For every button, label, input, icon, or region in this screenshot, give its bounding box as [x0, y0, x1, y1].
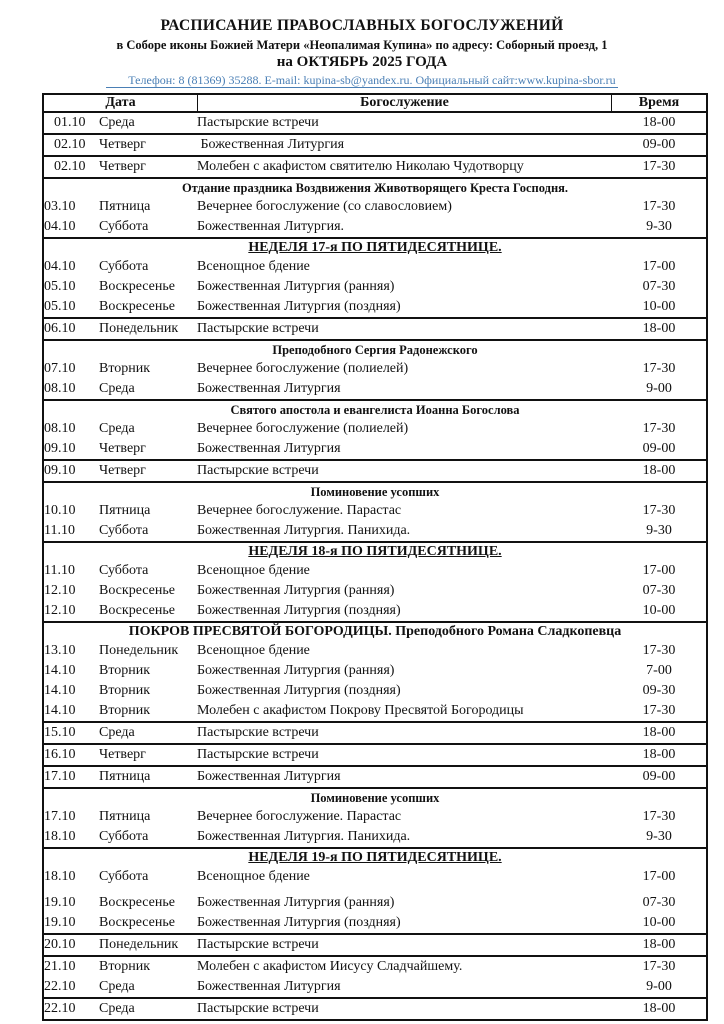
- section-title: [44, 543, 706, 561]
- section-title: [44, 239, 706, 257]
- table-row: [44, 601, 706, 621]
- service-cell: Молебен с акафистом святителю Николаю Чудотворцу: [197, 159, 524, 174]
- date-cell: 10.10: [44, 503, 76, 518]
- contact-line[interactable]: [0, 73, 724, 88]
- date-cell: 04.10: [44, 219, 76, 234]
- time-cell: 17-30: [642, 703, 676, 718]
- service-cell: Пастырские встречи: [197, 1001, 319, 1016]
- service-cell: Пастырские встречи: [197, 937, 319, 952]
- service-cell: Всенощное бдение: [197, 869, 310, 884]
- date-cell: 19.10: [44, 895, 76, 910]
- day-cell: Пятница: [99, 769, 151, 784]
- service-cell: Божественная Литургия: [197, 441, 341, 456]
- table-row: [44, 135, 706, 157]
- day-cell: Воскресенье: [99, 603, 175, 618]
- service-cell: Божественная Литургия. Панихида.: [197, 829, 411, 844]
- day-cell: Четверг: [99, 137, 146, 152]
- table-header: [44, 95, 706, 113]
- date-cell: 14.10: [44, 683, 76, 698]
- date-cell: 01.10: [54, 115, 86, 130]
- day-cell: Среда: [99, 115, 135, 130]
- page-subtitle: в Соборе иконы Божией Матери «Неопалимая Купина» по адресу: Соборный проезд, 1: [116, 38, 608, 52]
- table-row: [44, 977, 706, 999]
- table-row: [44, 807, 706, 827]
- service-cell: Пастырские встречи: [197, 747, 319, 762]
- schedule-month: на ОКТЯБРЬ 2025 ГОДА: [276, 54, 448, 70]
- time-cell: 17-00: [642, 259, 676, 274]
- day-cell: Суббота: [99, 829, 149, 844]
- day-cell: Четверг: [99, 441, 146, 456]
- service-cell: Божественная Литургия (поздняя): [197, 299, 401, 314]
- section-title: [44, 401, 706, 419]
- date-cell: 08.10: [44, 421, 76, 436]
- time-cell: 09-00: [642, 137, 676, 152]
- day-cell: Вторник: [99, 663, 151, 678]
- time-cell: 17-30: [642, 361, 676, 376]
- day-cell: Пятница: [99, 503, 151, 518]
- time-cell: 18-00: [642, 463, 676, 478]
- section-title: [44, 341, 706, 359]
- service-cell: Божественная Литургия (ранняя): [197, 895, 395, 910]
- schedule-section: [44, 543, 706, 623]
- date-cell: 22.10: [44, 979, 76, 994]
- section-title-text: НЕДЕЛЯ 18-я ПО ПЯТИДЕСЯТНИЦЕ.: [248, 544, 502, 559]
- day-cell: Пятница: [99, 199, 151, 214]
- service-cell: Вечернее богослужение (со славословием): [197, 199, 452, 214]
- time-cell: 9-00: [646, 979, 672, 994]
- time-cell: 18-00: [642, 1001, 676, 1016]
- day-cell: Понедельник: [99, 321, 179, 336]
- schedule-section: [44, 623, 706, 789]
- date-cell: 04.10: [44, 259, 76, 274]
- day-cell: Вторник: [99, 361, 151, 376]
- time-cell: 10-00: [642, 299, 676, 314]
- time-cell: 17-30: [642, 199, 676, 214]
- table-row: [44, 935, 706, 957]
- time-cell: 10-00: [642, 603, 676, 618]
- date-cell: 02.10: [54, 137, 86, 152]
- day-cell: Воскресенье: [99, 915, 175, 930]
- table-row: [44, 723, 706, 745]
- schedule-section: [44, 179, 706, 239]
- date-cell: 11.10: [44, 563, 75, 578]
- day-cell: Воскресенье: [99, 583, 175, 598]
- time-cell: 18-00: [642, 115, 676, 130]
- date-cell: 15.10: [44, 725, 76, 740]
- date-cell: 14.10: [44, 663, 76, 678]
- date-cell: 06.10: [44, 321, 76, 336]
- time-cell: 07-30: [642, 279, 676, 294]
- service-cell: Божественная Литургия (ранняя): [197, 663, 395, 678]
- section-title-text: Поминовение усопших: [310, 791, 440, 805]
- time-cell: 9-30: [646, 523, 672, 538]
- schedule-table: [42, 93, 708, 1021]
- schedule-section: [44, 789, 706, 849]
- time-cell: 09-00: [642, 769, 676, 784]
- service-cell: Божественная Литургия: [197, 381, 341, 396]
- table-row: [44, 359, 706, 379]
- date-cell: 18.10: [44, 869, 76, 884]
- table-row: [44, 419, 706, 439]
- time-cell: 09-30: [642, 683, 676, 698]
- time-cell: 07-30: [642, 583, 676, 598]
- service-cell: Божественная Литургия (поздняя): [197, 603, 401, 618]
- schedule-section: [44, 849, 706, 1019]
- section-title: [44, 849, 706, 867]
- time-cell: 17-30: [642, 809, 676, 824]
- table-row: [44, 501, 706, 521]
- time-cell: 07-30: [642, 895, 676, 910]
- service-cell: Вечернее богослужение. Парастас: [197, 809, 402, 824]
- date-cell: 08.10: [44, 381, 76, 396]
- table-row: [44, 439, 706, 461]
- date-cell: 18.10: [44, 829, 76, 844]
- schedule-section: [44, 341, 706, 401]
- day-cell: Пятница: [99, 809, 151, 824]
- day-cell: Воскресенье: [99, 895, 175, 910]
- table-row: [44, 957, 706, 977]
- time-cell: 18-00: [642, 937, 676, 952]
- date-cell: 07.10: [44, 361, 76, 376]
- section-title: [44, 483, 706, 501]
- time-cell: 17-30: [642, 643, 676, 658]
- table-row: [44, 867, 706, 893]
- day-cell: Суббота: [99, 219, 149, 234]
- service-cell: Вечернее богослужение (полиелей): [197, 421, 409, 436]
- date-cell: 12.10: [44, 583, 76, 598]
- day-cell: Воскресенье: [99, 299, 175, 314]
- time-cell: 9-00: [646, 381, 672, 396]
- date-cell: 22.10: [44, 1001, 76, 1016]
- date-cell: 17.10: [44, 809, 76, 824]
- day-cell: Вторник: [99, 683, 151, 698]
- service-cell: Всенощное бдение: [197, 259, 310, 274]
- service-cell: Божественная Литургия (поздняя): [197, 915, 401, 930]
- table-row: [44, 379, 706, 399]
- section-title-text: Отдание праздника Воздвижения Животворящего Креста Господня.: [181, 181, 569, 195]
- date-cell: 16.10: [44, 747, 76, 762]
- date-cell: 02.10: [54, 159, 86, 174]
- date-cell: 11.10: [44, 523, 75, 538]
- schedule-section: [44, 401, 706, 483]
- time-cell: 17-00: [642, 563, 676, 578]
- schedule-section: [44, 483, 706, 543]
- time-cell: 17-30: [642, 421, 676, 436]
- day-cell: Воскресенье: [99, 279, 175, 294]
- time-cell: 09-00: [642, 441, 676, 456]
- section-title: [44, 789, 706, 807]
- table-row: [44, 157, 706, 177]
- table-row: [44, 277, 706, 297]
- day-cell: Вторник: [99, 959, 151, 974]
- service-cell: Пастырские встречи: [197, 463, 319, 478]
- page-title: РАСПИСАНИЕ ПРАВОСЛАВНЫХ БОГОСЛУЖЕНИЙ: [160, 17, 564, 34]
- table-row: [44, 217, 706, 237]
- section-title: [44, 179, 706, 197]
- service-cell: Пастырские встречи: [197, 321, 319, 336]
- date-cell: 13.10: [44, 643, 76, 658]
- table-row: [44, 999, 706, 1019]
- table-row: [44, 827, 706, 847]
- day-cell: Суббота: [99, 563, 149, 578]
- service-cell: Божественная Литургия: [197, 137, 345, 152]
- section-title-text: ПОКРОВ ПРЕСВЯТОЙ БОГОРОДИЦЫ. Преподобного Романа Сладкопевца: [128, 624, 622, 639]
- service-cell: Вечернее богослужение. Парастас: [197, 503, 402, 518]
- day-cell: Вторник: [99, 703, 151, 718]
- section-title-text: НЕДЕЛЯ 17-я ПО ПЯТИДЕСЯТНИЦЕ.: [248, 240, 502, 255]
- table-row: [44, 521, 706, 541]
- service-cell: Божественная Литургия.: [197, 219, 345, 234]
- day-cell: Среда: [99, 979, 135, 994]
- date-cell: 05.10: [44, 299, 76, 314]
- table-row: [44, 257, 706, 277]
- section-title-text: Поминовение усопших: [310, 485, 440, 499]
- time-cell: 18-00: [642, 747, 676, 762]
- time-cell: 17-30: [642, 503, 676, 518]
- schedule-section: [44, 239, 706, 341]
- time-cell: 10-00: [642, 915, 676, 930]
- day-cell: Среда: [99, 421, 135, 436]
- day-cell: Среда: [99, 1001, 135, 1016]
- day-cell: Среда: [99, 725, 135, 740]
- day-cell: Четверг: [99, 747, 146, 762]
- service-cell: Божественная Литургия. Панихида.: [197, 523, 411, 538]
- day-cell: Понедельник: [99, 937, 179, 952]
- table-row: [44, 561, 706, 581]
- table-row: [44, 297, 706, 319]
- table-row: [44, 197, 706, 217]
- service-cell: Молебен с акафистом Покрову Пресвятой Богородицы: [197, 703, 524, 718]
- table-row: [44, 113, 706, 135]
- section-title-text: Преподобного Сергия Радонежского: [272, 343, 478, 357]
- table-row: [44, 461, 706, 481]
- day-cell: Понедельник: [99, 643, 179, 658]
- table-row: [44, 661, 706, 681]
- time-cell: 18-00: [642, 725, 676, 740]
- service-cell: Божественная Литургия: [197, 979, 341, 994]
- date-cell: 17.10: [44, 769, 76, 784]
- table-row: [44, 581, 706, 601]
- table-row: [44, 701, 706, 723]
- table-row: [44, 745, 706, 767]
- service-cell: Всенощное бдение: [197, 643, 310, 658]
- day-cell: Среда: [99, 381, 135, 396]
- table-row: [44, 681, 706, 701]
- column-header-service: Богослужение: [198, 95, 612, 111]
- table-row: [44, 913, 706, 935]
- table-row: [44, 319, 706, 339]
- time-cell: 17-00: [642, 869, 676, 884]
- column-header-time: Время: [638, 95, 680, 110]
- schedule-body: [44, 113, 706, 1019]
- time-cell: 17-30: [642, 159, 676, 174]
- day-cell: Суббота: [99, 523, 149, 538]
- date-cell: 19.10: [44, 915, 76, 930]
- day-cell: Четверг: [99, 463, 146, 478]
- section-title: [44, 623, 706, 641]
- time-cell: 7-00: [646, 663, 672, 678]
- date-cell: 14.10: [44, 703, 76, 718]
- table-row: [44, 641, 706, 661]
- date-cell: 03.10: [44, 199, 76, 214]
- service-cell: Молебен с акафистом Иисусу Сладчайшему.: [197, 959, 463, 974]
- service-cell: Божественная Литургия (ранняя): [197, 583, 395, 598]
- date-cell: 21.10: [44, 959, 76, 974]
- table-row: [44, 767, 706, 787]
- service-cell: Вечернее богослужение (полиелей): [197, 361, 409, 376]
- date-cell: 12.10: [44, 603, 76, 618]
- service-cell: Божественная Литургия: [197, 769, 341, 784]
- date-cell: 05.10: [44, 279, 76, 294]
- service-cell: Пастырские встречи: [197, 115, 319, 130]
- time-cell: 9-30: [646, 829, 672, 844]
- schedule-section: [44, 113, 706, 179]
- date-cell: 09.10: [44, 463, 76, 478]
- day-cell: Четверг: [99, 159, 146, 174]
- time-cell: 9-30: [646, 219, 672, 234]
- section-title-text: НЕДЕЛЯ 19-я ПО ПЯТИДЕСЯТНИЦЕ.: [248, 850, 502, 865]
- date-cell: 20.10: [44, 937, 76, 952]
- service-cell: Божественная Литургия (ранняя): [197, 279, 395, 294]
- section-title-text: Святого апостола и евангелиста Иоанна Богослова: [230, 403, 520, 417]
- day-cell: Суббота: [99, 869, 149, 884]
- service-cell: Всенощное бдение: [197, 563, 310, 578]
- table-row: [44, 893, 706, 913]
- time-cell: 17-30: [642, 959, 676, 974]
- service-cell: Божественная Литургия (поздняя): [197, 683, 401, 698]
- contact-link[interactable]: Телефон: 8 (81369) 35288. E-mail: kupina-sb@yandex.ru. Официальный сайт:www.kupina-sbor.ru: [106, 73, 617, 88]
- date-cell: 09.10: [44, 441, 76, 456]
- service-cell: Пастырские встречи: [197, 725, 319, 740]
- day-cell: Суббота: [99, 259, 149, 274]
- column-header-date: Дата: [44, 95, 198, 111]
- time-cell: 18-00: [642, 321, 676, 336]
